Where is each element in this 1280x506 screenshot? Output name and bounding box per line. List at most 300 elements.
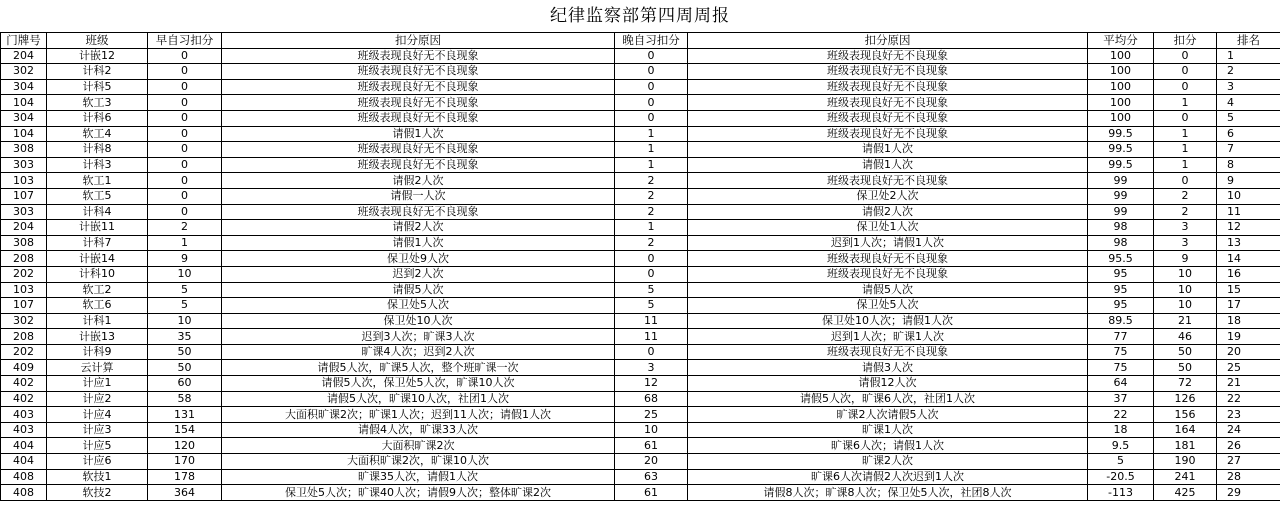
discipline-table [0, 32, 1280, 501]
class-cell: 计科8 [47, 142, 148, 158]
class-cell: 计嵌14 [47, 251, 148, 267]
morning-reason-cell: 班级表现良好无不良现象 [222, 79, 615, 95]
rank-cell: 14 [1217, 251, 1280, 267]
table-row [1, 282, 1280, 298]
class-cell: 软工2 [47, 282, 148, 298]
deduction-cell: 0 [1154, 79, 1217, 95]
table-row [1, 469, 1280, 485]
class-cell: 计科9 [47, 344, 148, 360]
average-cell: 75 [1088, 360, 1154, 376]
morning-deduction-cell: 178 [148, 469, 222, 485]
table-row [1, 360, 1280, 376]
evening-reason-cell: 班级表现良好无不良现象 [688, 251, 1088, 267]
evening-reason-cell: 班级表现良好无不良现象 [688, 64, 1088, 80]
rank-cell: 29 [1217, 485, 1280, 501]
average-cell: 100 [1088, 79, 1154, 95]
deduction-cell: 190 [1154, 454, 1217, 470]
class-cell: 计应2 [47, 391, 148, 407]
rank-cell: 28 [1217, 469, 1280, 485]
morning-deduction-cell: 50 [148, 344, 222, 360]
morning-deduction-cell: 0 [148, 173, 222, 189]
class-cell: 计应4 [47, 407, 148, 423]
table-row [1, 95, 1280, 111]
room-cell: 302 [1, 64, 47, 80]
room-cell: 302 [1, 313, 47, 329]
average-cell: 98 [1088, 220, 1154, 236]
table-row [1, 173, 1280, 189]
class-cell: 软技1 [47, 469, 148, 485]
evening-deduction-cell: 1 [615, 126, 688, 142]
average-cell: 64 [1088, 376, 1154, 392]
room-cell: 308 [1, 235, 47, 251]
header-evening-reason: 扣分原因 [688, 33, 1088, 49]
deduction-cell: 10 [1154, 298, 1217, 314]
evening-reason-cell: 班级表现良好无不良现象 [688, 266, 1088, 282]
morning-deduction-cell: 154 [148, 422, 222, 438]
table-row [1, 204, 1280, 220]
evening-reason-cell: 请假5人次 [688, 282, 1088, 298]
average-cell: 99.5 [1088, 142, 1154, 158]
header-deduction: 扣分 [1154, 33, 1217, 49]
evening-reason-cell: 旷课1人次 [688, 422, 1088, 438]
evening-deduction-cell: 1 [615, 142, 688, 158]
rank-cell: 24 [1217, 422, 1280, 438]
deduction-cell: 9 [1154, 251, 1217, 267]
rank-cell: 21 [1217, 376, 1280, 392]
table-row [1, 344, 1280, 360]
table-row [1, 485, 1280, 501]
rank-cell: 5 [1217, 110, 1280, 126]
average-cell: 100 [1088, 110, 1154, 126]
morning-reason-cell: 保卫处9人次 [222, 251, 615, 267]
morning-deduction-cell: 0 [148, 142, 222, 158]
room-cell: 404 [1, 454, 47, 470]
morning-deduction-cell: 2 [148, 220, 222, 236]
room-cell: 408 [1, 485, 47, 501]
room-cell: 204 [1, 220, 47, 236]
average-cell: 95 [1088, 282, 1154, 298]
morning-reason-cell: 旷课4人次；迟到2人次 [222, 344, 615, 360]
average-cell: 89.5 [1088, 313, 1154, 329]
rank-cell: 8 [1217, 157, 1280, 173]
table-row [1, 454, 1280, 470]
table-row [1, 298, 1280, 314]
evening-reason-cell: 迟到1人次；旷课1人次 [688, 329, 1088, 345]
evening-deduction-cell: 68 [615, 391, 688, 407]
class-cell: 软技2 [47, 485, 148, 501]
deduction-cell: 46 [1154, 329, 1217, 345]
room-cell: 202 [1, 266, 47, 282]
rank-cell: 11 [1217, 204, 1280, 220]
evening-deduction-cell: 2 [615, 204, 688, 220]
evening-deduction-cell: 1 [615, 157, 688, 173]
room-cell: 304 [1, 79, 47, 95]
deduction-cell: 164 [1154, 422, 1217, 438]
class-cell: 计嵌13 [47, 329, 148, 345]
class-cell: 计科5 [47, 79, 148, 95]
morning-deduction-cell: 10 [148, 266, 222, 282]
morning-reason-cell: 旷课35人次，请假1人次 [222, 469, 615, 485]
evening-deduction-cell: 0 [615, 251, 688, 267]
evening-reason-cell: 请假2人次 [688, 204, 1088, 220]
morning-reason-cell: 大面积旷课2次，旷课10人次 [222, 454, 615, 470]
evening-reason-cell: 班级表现良好无不良现象 [688, 173, 1088, 189]
rank-cell: 23 [1217, 407, 1280, 423]
header-rank: 排名 [1217, 33, 1280, 49]
rank-cell: 10 [1217, 188, 1280, 204]
room-cell: 409 [1, 360, 47, 376]
rank-cell: 7 [1217, 142, 1280, 158]
evening-deduction-cell: 0 [615, 95, 688, 111]
evening-deduction-cell: 2 [615, 188, 688, 204]
deduction-cell: 156 [1154, 407, 1217, 423]
class-cell: 软工5 [47, 188, 148, 204]
morning-reason-cell: 保卫处5人次；旷课40人次；请假9人次；整体旷课2次 [222, 485, 615, 501]
rank-cell: 13 [1217, 235, 1280, 251]
rank-cell: 25 [1217, 360, 1280, 376]
rank-cell: 3 [1217, 79, 1280, 95]
deduction-cell: 0 [1154, 110, 1217, 126]
table-row [1, 329, 1280, 345]
evening-reason-cell: 班级表现良好无不良现象 [688, 48, 1088, 64]
evening-deduction-cell: 2 [615, 235, 688, 251]
rank-cell: 1 [1217, 48, 1280, 64]
table-row [1, 188, 1280, 204]
morning-reason-cell: 请假2人次 [222, 173, 615, 189]
average-cell: 9.5 [1088, 438, 1154, 454]
evening-reason-cell: 保卫处5人次 [688, 298, 1088, 314]
deduction-cell: 10 [1154, 282, 1217, 298]
average-cell: 22 [1088, 407, 1154, 423]
evening-reason-cell: 保卫处10人次；请假1人次 [688, 313, 1088, 329]
evening-reason-cell: 旷课2人次请假5人次 [688, 407, 1088, 423]
room-cell: 104 [1, 95, 47, 111]
deduction-cell: 3 [1154, 235, 1217, 251]
deduction-cell: 0 [1154, 173, 1217, 189]
class-cell: 计科1 [47, 313, 148, 329]
average-cell: -20.5 [1088, 469, 1154, 485]
morning-deduction-cell: 5 [148, 282, 222, 298]
evening-reason-cell: 旷课6人次请假2人次迟到1人次 [688, 469, 1088, 485]
rank-cell: 6 [1217, 126, 1280, 142]
table-row [1, 48, 1280, 64]
room-cell: 208 [1, 329, 47, 345]
room-cell: 404 [1, 438, 47, 454]
deduction-cell: 1 [1154, 157, 1217, 173]
table-row [1, 313, 1280, 329]
morning-deduction-cell: 170 [148, 454, 222, 470]
average-cell: 95 [1088, 266, 1154, 282]
evening-reason-cell: 班级表现良好无不良现象 [688, 126, 1088, 142]
table-row [1, 251, 1280, 267]
table-row [1, 157, 1280, 173]
header-morning-reason: 扣分原因 [222, 33, 615, 49]
average-cell: 37 [1088, 391, 1154, 407]
evening-deduction-cell: 61 [615, 438, 688, 454]
evening-deduction-cell: 0 [615, 110, 688, 126]
room-cell: 403 [1, 407, 47, 423]
morning-deduction-cell: 120 [148, 438, 222, 454]
room-cell: 103 [1, 282, 47, 298]
deduction-cell: 21 [1154, 313, 1217, 329]
room-cell: 107 [1, 188, 47, 204]
evening-reason-cell: 请假5人次，旷课6人次，社团1人次 [688, 391, 1088, 407]
deduction-cell: 1 [1154, 126, 1217, 142]
rank-cell: 16 [1217, 266, 1280, 282]
table-row [1, 142, 1280, 158]
evening-deduction-cell: 25 [615, 407, 688, 423]
average-cell: 75 [1088, 344, 1154, 360]
evening-reason-cell: 班级表现良好无不良现象 [688, 344, 1088, 360]
evening-reason-cell: 请假1人次 [688, 142, 1088, 158]
morning-reason-cell: 班级表现良好无不良现象 [222, 110, 615, 126]
morning-deduction-cell: 0 [148, 48, 222, 64]
evening-deduction-cell: 11 [615, 313, 688, 329]
evening-deduction-cell: 0 [615, 344, 688, 360]
average-cell: 95 [1088, 298, 1154, 314]
evening-deduction-cell: 0 [615, 48, 688, 64]
morning-deduction-cell: 0 [148, 126, 222, 142]
room-cell: 402 [1, 376, 47, 392]
room-cell: 403 [1, 422, 47, 438]
class-cell: 软工4 [47, 126, 148, 142]
evening-deduction-cell: 1 [615, 220, 688, 236]
table-body [1, 48, 1280, 500]
evening-reason-cell: 保卫处1人次 [688, 220, 1088, 236]
morning-reason-cell: 保卫处5人次 [222, 298, 615, 314]
class-cell: 计应1 [47, 376, 148, 392]
evening-reason-cell: 请假8人次；旷课8人次；保卫处5人次，社团8人次 [688, 485, 1088, 501]
average-cell: -113 [1088, 485, 1154, 501]
morning-reason-cell: 大面积旷课2次；旷课1人次；迟到11人次；请假1人次 [222, 407, 615, 423]
deduction-cell: 126 [1154, 391, 1217, 407]
header-evening-deduction: 晚自习扣分 [615, 33, 688, 49]
morning-deduction-cell: 0 [148, 204, 222, 220]
evening-deduction-cell: 61 [615, 485, 688, 501]
class-cell: 软工6 [47, 298, 148, 314]
morning-reason-cell: 请假5人次，旷课10人次，社团1人次 [222, 391, 615, 407]
evening-deduction-cell: 5 [615, 298, 688, 314]
evening-deduction-cell: 0 [615, 64, 688, 80]
rank-cell: 12 [1217, 220, 1280, 236]
room-cell: 408 [1, 469, 47, 485]
table-row [1, 64, 1280, 80]
class-cell: 软工1 [47, 173, 148, 189]
morning-reason-cell: 请假1人次 [222, 126, 615, 142]
morning-deduction-cell: 1 [148, 235, 222, 251]
deduction-cell: 181 [1154, 438, 1217, 454]
evening-reason-cell: 班级表现良好无不良现象 [688, 95, 1088, 111]
morning-reason-cell: 班级表现良好无不良现象 [222, 64, 615, 80]
room-cell: 202 [1, 344, 47, 360]
average-cell: 99.5 [1088, 157, 1154, 173]
table-row [1, 126, 1280, 142]
rank-cell: 4 [1217, 95, 1280, 111]
average-cell: 99 [1088, 204, 1154, 220]
rank-cell: 15 [1217, 282, 1280, 298]
morning-deduction-cell: 58 [148, 391, 222, 407]
morning-reason-cell: 班级表现良好无不良现象 [222, 157, 615, 173]
rank-cell: 9 [1217, 173, 1280, 189]
evening-deduction-cell: 3 [615, 360, 688, 376]
deduction-cell: 10 [1154, 266, 1217, 282]
rank-cell: 19 [1217, 329, 1280, 345]
class-cell: 计科3 [47, 157, 148, 173]
morning-reason-cell: 大面积旷课2次 [222, 438, 615, 454]
average-cell: 100 [1088, 64, 1154, 80]
morning-deduction-cell: 0 [148, 79, 222, 95]
average-cell: 100 [1088, 95, 1154, 111]
table-row [1, 235, 1280, 251]
room-cell: 402 [1, 391, 47, 407]
class-cell: 计科4 [47, 204, 148, 220]
table-row [1, 220, 1280, 236]
morning-reason-cell: 迟到2人次 [222, 266, 615, 282]
class-cell: 计应5 [47, 438, 148, 454]
average-cell: 18 [1088, 422, 1154, 438]
average-cell: 95.5 [1088, 251, 1154, 267]
deduction-cell: 0 [1154, 48, 1217, 64]
morning-reason-cell: 请假5人次 [222, 282, 615, 298]
room-cell: 204 [1, 48, 47, 64]
morning-deduction-cell: 131 [148, 407, 222, 423]
deduction-cell: 2 [1154, 204, 1217, 220]
deduction-cell: 0 [1154, 64, 1217, 80]
header-average: 平均分 [1088, 33, 1154, 49]
evening-reason-cell: 请假1人次 [688, 157, 1088, 173]
table-row [1, 266, 1280, 282]
class-cell: 计科10 [47, 266, 148, 282]
room-cell: 103 [1, 173, 47, 189]
table-row [1, 79, 1280, 95]
table-row [1, 422, 1280, 438]
table-row [1, 376, 1280, 392]
morning-deduction-cell: 35 [148, 329, 222, 345]
average-cell: 99 [1088, 188, 1154, 204]
class-cell: 计应6 [47, 454, 148, 470]
morning-reason-cell: 请假1人次 [222, 235, 615, 251]
evening-reason-cell: 请假3人次 [688, 360, 1088, 376]
evening-reason-cell: 请假12人次 [688, 376, 1088, 392]
morning-reason-cell: 请假4人次，旷课33人次 [222, 422, 615, 438]
evening-reason-cell: 班级表现良好无不良现象 [688, 110, 1088, 126]
rank-cell: 2 [1217, 64, 1280, 80]
average-cell: 5 [1088, 454, 1154, 470]
morning-reason-cell: 请假2人次 [222, 220, 615, 236]
table-row [1, 407, 1280, 423]
rank-cell: 27 [1217, 454, 1280, 470]
room-cell: 107 [1, 298, 47, 314]
header-morning-deduction: 早自习扣分 [148, 33, 222, 49]
header-class: 班级 [47, 33, 148, 49]
evening-deduction-cell: 63 [615, 469, 688, 485]
morning-deduction-cell: 50 [148, 360, 222, 376]
morning-deduction-cell: 0 [148, 188, 222, 204]
morning-reason-cell: 班级表现良好无不良现象 [222, 142, 615, 158]
deduction-cell: 50 [1154, 360, 1217, 376]
average-cell: 99.5 [1088, 126, 1154, 142]
room-cell: 308 [1, 142, 47, 158]
deduction-cell: 3 [1154, 220, 1217, 236]
morning-deduction-cell: 9 [148, 251, 222, 267]
deduction-cell: 2 [1154, 188, 1217, 204]
morning-deduction-cell: 0 [148, 110, 222, 126]
room-cell: 208 [1, 251, 47, 267]
room-cell: 104 [1, 126, 47, 142]
deduction-cell: 72 [1154, 376, 1217, 392]
table-row [1, 391, 1280, 407]
morning-reason-cell: 班级表现良好无不良现象 [222, 48, 615, 64]
table-row [1, 110, 1280, 126]
morning-reason-cell: 保卫处10人次 [222, 313, 615, 329]
deduction-cell: 1 [1154, 95, 1217, 111]
rank-cell: 20 [1217, 344, 1280, 360]
class-cell: 计嵌12 [47, 48, 148, 64]
room-cell: 303 [1, 157, 47, 173]
morning-deduction-cell: 0 [148, 95, 222, 111]
morning-reason-cell: 迟到3人次；旷课3人次 [222, 329, 615, 345]
evening-deduction-cell: 0 [615, 266, 688, 282]
morning-deduction-cell: 5 [148, 298, 222, 314]
deduction-cell: 241 [1154, 469, 1217, 485]
class-cell: 计科6 [47, 110, 148, 126]
morning-deduction-cell: 364 [148, 485, 222, 501]
average-cell: 99 [1088, 173, 1154, 189]
evening-reason-cell: 旷课2人次 [688, 454, 1088, 470]
deduction-cell: 425 [1154, 485, 1217, 501]
evening-deduction-cell: 11 [615, 329, 688, 345]
table-row [1, 438, 1280, 454]
morning-deduction-cell: 10 [148, 313, 222, 329]
evening-deduction-cell: 2 [615, 173, 688, 189]
deduction-cell: 50 [1154, 344, 1217, 360]
class-cell: 计科2 [47, 64, 148, 80]
morning-reason-cell: 班级表现良好无不良现象 [222, 95, 615, 111]
average-cell: 98 [1088, 235, 1154, 251]
room-cell: 304 [1, 110, 47, 126]
average-cell: 77 [1088, 329, 1154, 345]
class-cell: 计嵌11 [47, 220, 148, 236]
room-cell: 303 [1, 204, 47, 220]
morning-deduction-cell: 0 [148, 157, 222, 173]
evening-deduction-cell: 5 [615, 282, 688, 298]
deduction-cell: 1 [1154, 142, 1217, 158]
morning-reason-cell: 请假5人次，旷课5人次，整个班旷课一次 [222, 360, 615, 376]
evening-deduction-cell: 0 [615, 79, 688, 95]
evening-deduction-cell: 10 [615, 422, 688, 438]
class-cell: 计应3 [47, 422, 148, 438]
morning-deduction-cell: 60 [148, 376, 222, 392]
evening-reason-cell: 旷课6人次；请假1人次 [688, 438, 1088, 454]
morning-deduction-cell: 0 [148, 64, 222, 80]
morning-reason-cell: 请假一人次 [222, 188, 615, 204]
average-cell: 100 [1088, 48, 1154, 64]
rank-cell: 17 [1217, 298, 1280, 314]
rank-cell: 26 [1217, 438, 1280, 454]
evening-reason-cell: 保卫处2人次 [688, 188, 1088, 204]
header-room: 门牌号 [1, 33, 47, 49]
evening-deduction-cell: 20 [615, 454, 688, 470]
evening-reason-cell: 班级表现良好无不良现象 [688, 79, 1088, 95]
report-title: 纪律监察部第四周周报 [550, 6, 730, 26]
header-row [1, 33, 1280, 49]
class-cell: 软工3 [47, 95, 148, 111]
rank-cell: 18 [1217, 313, 1280, 329]
morning-reason-cell: 请假5人次，保卫处5人次，旷课10人次 [222, 376, 615, 392]
rank-cell: 22 [1217, 391, 1280, 407]
class-cell: 计科7 [47, 235, 148, 251]
evening-reason-cell: 迟到1人次；请假1人次 [688, 235, 1088, 251]
